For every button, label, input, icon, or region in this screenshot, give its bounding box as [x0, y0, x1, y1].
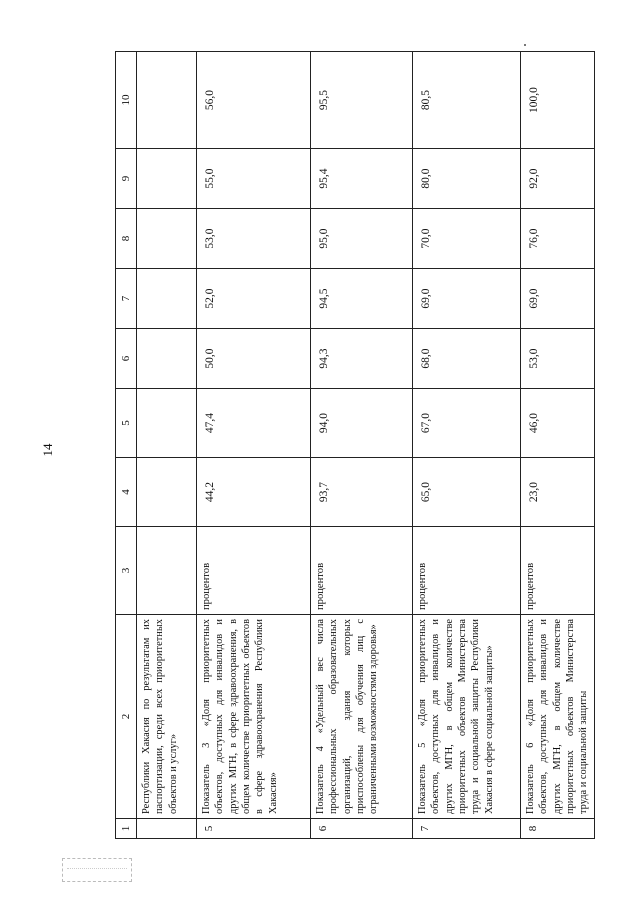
- unit-cell: процентов: [521, 527, 595, 615]
- header-cell: 9: [116, 149, 137, 209]
- value-cell: [137, 389, 197, 458]
- value-cell: 69,0: [521, 269, 595, 329]
- header-row: [116, 52, 137, 839]
- scan-stamp: [62, 858, 132, 882]
- value-cell: 92,0: [521, 149, 595, 209]
- value-cell: 67,0: [413, 389, 521, 458]
- value-cell: 94,5: [311, 269, 413, 329]
- unit-cell: процентов: [413, 527, 521, 615]
- header-cell: 2: [116, 615, 137, 819]
- row-number: 6: [311, 819, 413, 839]
- header-cell: 6: [116, 329, 137, 389]
- value-cell: [137, 209, 197, 269]
- value-cell: 47,4: [197, 389, 311, 458]
- row-number: [137, 819, 197, 839]
- value-cell: 53,0: [521, 329, 595, 389]
- table-row: [197, 52, 311, 839]
- table-row: [413, 52, 521, 839]
- header-cell: 10: [116, 52, 137, 149]
- value-cell: 95,0: [311, 209, 413, 269]
- value-cell: 70,0: [413, 209, 521, 269]
- value-cell: 93,7: [311, 458, 413, 527]
- header-cell: 8: [116, 209, 137, 269]
- value-cell: 53,0: [197, 209, 311, 269]
- page-number: 14: [40, 443, 55, 457]
- rotated-table-frame: [115, 52, 593, 839]
- indicator-description: Показатель 5 «Доля приоритетных объектов, доступных для инвалидов и других МГН, в общем количестве приоритетных объектов Министерства труда и социальной защиты Республики Хакасия в сфере социальной защиты»: [413, 615, 521, 819]
- value-cell: [137, 329, 197, 389]
- value-cell: 46,0: [521, 389, 595, 458]
- table-row: [137, 52, 197, 839]
- indicator-description: Республики Хакасия по результатам их паспортизации, среди всех приоритетных объектов и услуг»: [137, 615, 197, 819]
- value-cell: 94,3: [311, 329, 413, 389]
- table-row: [521, 52, 595, 839]
- value-cell: [137, 149, 197, 209]
- value-cell: 80,5: [413, 52, 521, 149]
- scan-speck: [524, 44, 526, 46]
- value-cell: 100,0: [521, 52, 595, 149]
- table-container: [115, 52, 593, 839]
- header-cell: 4: [116, 458, 137, 527]
- indicator-description: Показатель 6 «Доля приоритетных объектов, доступных для инвалидов и других МГН, в общем количестве приоритетных объектов Министерства труда и социальной защиты: [521, 615, 595, 819]
- unit-cell: [137, 527, 197, 615]
- table-row: [311, 52, 413, 839]
- value-cell: 80,0: [413, 149, 521, 209]
- row-number: 8: [521, 819, 595, 839]
- header-cell: 1: [116, 819, 137, 839]
- indicators-table: [115, 51, 595, 839]
- value-cell: [137, 269, 197, 329]
- value-cell: [137, 52, 197, 149]
- row-number: 7: [413, 819, 521, 839]
- header-cell: 7: [116, 269, 137, 329]
- value-cell: 94,0: [311, 389, 413, 458]
- unit-cell: процентов: [197, 527, 311, 615]
- value-cell: 68,0: [413, 329, 521, 389]
- value-cell: 56,0: [197, 52, 311, 149]
- value-cell: 52,0: [197, 269, 311, 329]
- indicator-description: Показатель 3 «Доля приоритетных объектов, доступных для инвалидов и других МГН, в сфере здравоохранения, в общем количестве приоритетных объектов в сфере здравоохранения Республики Хакасия»: [197, 615, 311, 819]
- value-cell: 50,0: [197, 329, 311, 389]
- value-cell: 95,4: [311, 149, 413, 209]
- value-cell: 23,0: [521, 458, 595, 527]
- value-cell: 55,0: [197, 149, 311, 209]
- value-cell: 65,0: [413, 458, 521, 527]
- header-cell: 5: [116, 389, 137, 458]
- indicator-description: Показатель 4 «Удельный вес числа профессиональных образовательных организаций, здания которых приспособлены для обучения лиц с ограниченными возможностями здоровья»: [311, 615, 413, 819]
- value-cell: [137, 458, 197, 527]
- header-cell: 3: [116, 527, 137, 615]
- value-cell: 69,0: [413, 269, 521, 329]
- value-cell: 44,2: [197, 458, 311, 527]
- unit-cell: процентов: [311, 527, 413, 615]
- value-cell: 95,5: [311, 52, 413, 149]
- row-number: 5: [197, 819, 311, 839]
- value-cell: 76,0: [521, 209, 595, 269]
